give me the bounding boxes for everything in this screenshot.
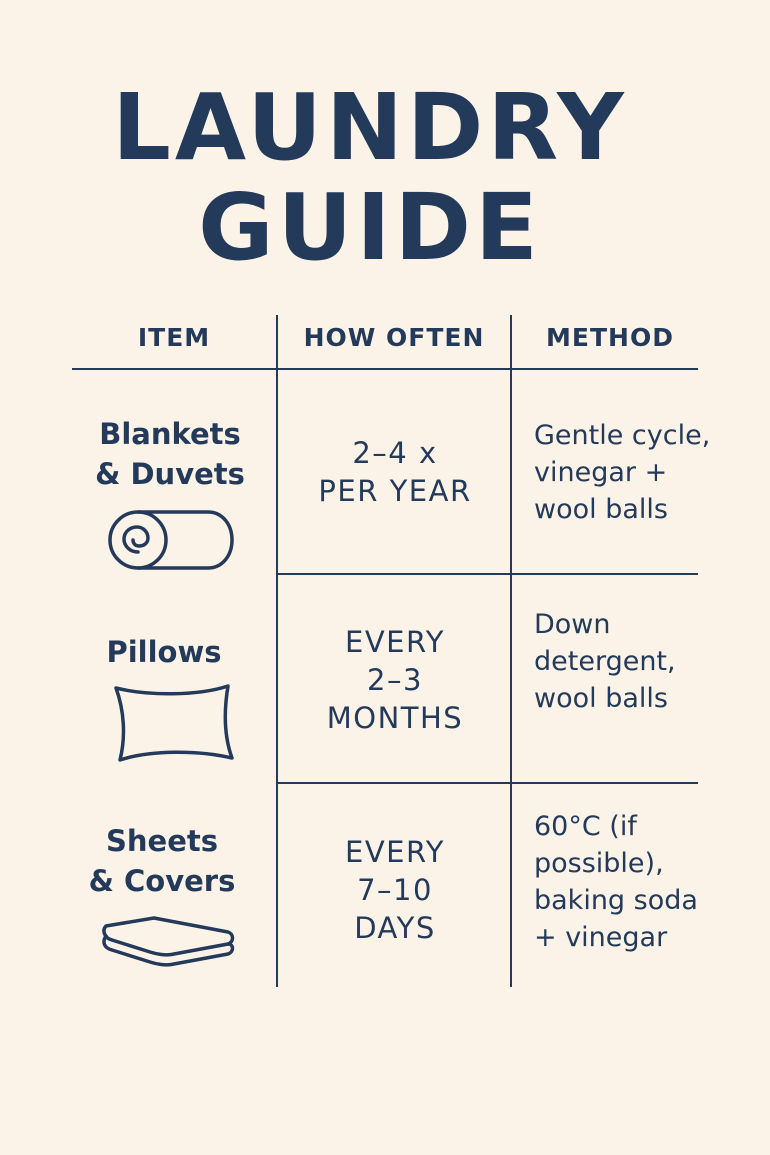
item-label-sheets: Sheets & Covers <box>88 824 236 898</box>
frequency-sheets: EVERY 7–10 DAYS <box>345 835 445 945</box>
header-item: ITEM <box>137 323 211 352</box>
item-label-pillows: Pillows <box>106 635 222 669</box>
folded-sheets-icon <box>100 914 238 970</box>
page-title-line-2: GUIDE <box>198 174 542 281</box>
page-title-line-1: LAUNDRY <box>112 74 628 181</box>
header-divider <box>72 368 698 370</box>
frequency-blankets: 2–4 x PER YEAR <box>318 436 472 508</box>
item-label-blankets: Blankets & Duvets <box>95 417 245 491</box>
method-pillows: Down detergent, wool balls <box>534 609 676 714</box>
pillow-icon <box>108 682 238 764</box>
method-sheets: 60°C (if possible), baking soda + vinegar <box>534 811 698 953</box>
frequency-pillows: EVERY 2–3 MONTHS <box>326 625 464 735</box>
row-divider-1 <box>278 573 698 575</box>
header-method: METHOD <box>546 323 674 352</box>
header-how-often: HOW OFTEN <box>303 323 485 352</box>
row-divider-2 <box>278 782 698 784</box>
method-blankets: Gentle cycle, vinegar + wool balls <box>534 420 711 525</box>
rolled-blanket-icon <box>104 508 238 574</box>
